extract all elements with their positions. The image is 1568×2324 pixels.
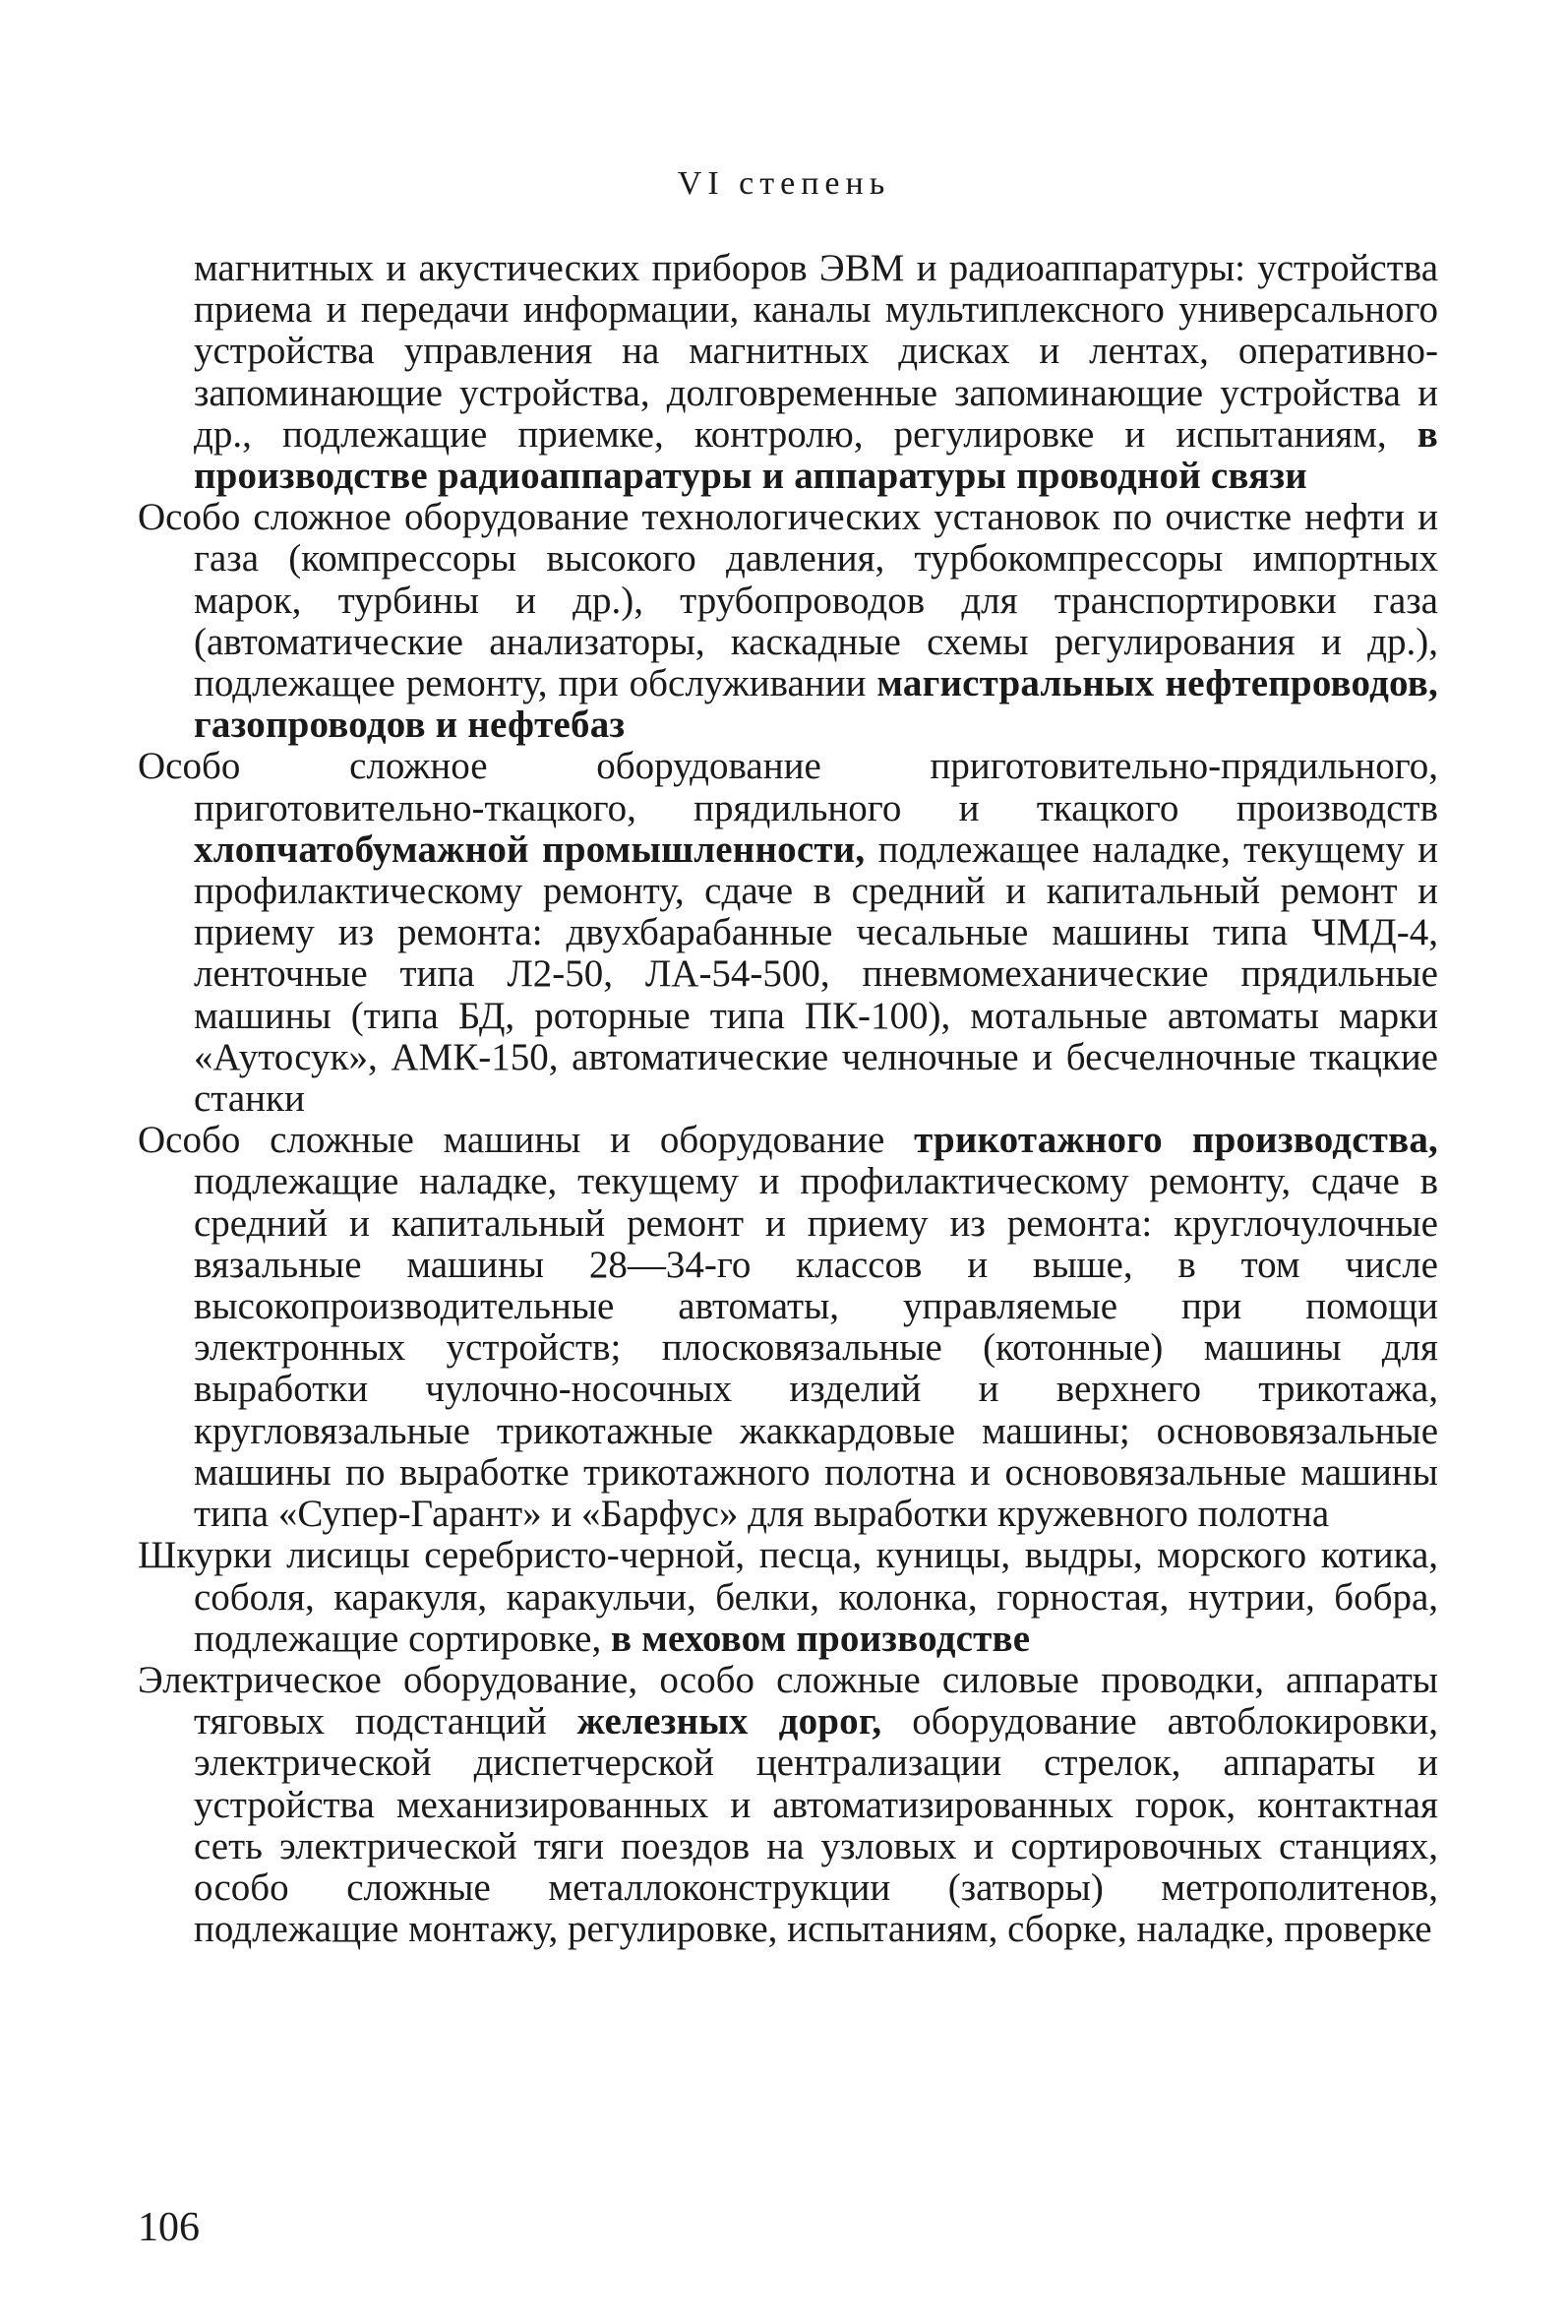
list-item — [138, 248, 1438, 497]
entry-text: Электрическое оборудование, особо сложные силовые проводки, аппараты тяговых подстанций — [138, 1658, 1438, 1743]
entry-text-after: подлежащие наладке, текущему и профилактическому ремонту, сдаче в средний и капитальный ремонт и приему из ремонта: круглочулочные вязальные машины 28—34-го классов и выше, в том числе высокопроизводительные автоматы, управляемые при помощи электронных устройств; плосковязальные (котонные) машины для выработки чулочно-носочных изделий и верхнего трикотажа, кругловязальные трикотажные жаккардовые машины; основовязальные машины по выработке трикотажного полотна и основовязальные машины типа «Супер-Гарант» и «Барфус» для выработки кружевного полотна — [194, 1160, 1438, 1536]
list-item — [138, 1535, 1438, 1660]
list-item — [138, 1120, 1438, 1535]
entry-text-after: подлежащее наладке, текущему и профилактическому ремонту, сдаче в средний и капитальный ремонт и приему из ремонта: двухбарабанные чесальные машины типа ЧМД-4, ленточные типа Л2-50, ЛА-54-500, пневмомеханические прядильные машины (типа БД, роторные типа ПК-100), мотальные автоматы марки «Аутосук», АМК-150, автоматические челночные и бесчелночные ткацкие станки — [194, 827, 1438, 1121]
list-item — [138, 1660, 1438, 1950]
entry-industry: хлопчатобумажной промышленности, — [194, 827, 866, 871]
entry-industry: в меховом производстве — [611, 1617, 1031, 1660]
entry-text-after: оборудование автоблокировки, электрической диспетчерской централизации стрелок, аппараты и устройства механизированных и автоматизированных горок, контактная сеть электрической тяги поездов на узловых и сортировочных станциях, особо сложные металлоконструкции (затворы) метрополитенов, подлежащие монтажу, регулировке, испытаниям, сборке, наладке, проверке — [194, 1700, 1438, 1951]
entry-text: магнитных и акустических приборов ЭВМ и радиоаппаратуры: устройства приема и передачи информации, каналы мультиплексного универсального устройства управления на магнитных дисках и лентах, оперативно-запоминающие устройства, долговременные запоминающие устройства и др., подлежащие приемке, контролю, регулировке и испытаниям, — [194, 247, 1438, 456]
entry-text: Особо сложные машины и оборудование — [138, 1119, 915, 1162]
list-item — [138, 746, 1438, 1120]
entry-text: Особо сложное оборудование приготовительно-прядильного, приготовительно-ткацкого, прядильного и ткацкого производств — [138, 745, 1438, 829]
entry-industry: магистральных нефтепроводов, газопроводов и нефтебаз — [194, 662, 1438, 747]
entry-text: Шкурки лисицы серебристо-черной, песца, куницы, выдры, морского котика, соболя, каракуля, каракульчи, белки, колонка, горностая, нутрии, бобра, подлежащие сортировке, — [138, 1534, 1438, 1660]
entry-industry: в производстве радиоаппаратуры и аппаратуры проводной связи — [194, 412, 1438, 498]
running-head: VI степень — [677, 165, 891, 202]
entry-industry: железных дорог, — [576, 1700, 882, 1743]
entry-industry: трикотажного производства, — [914, 1119, 1438, 1162]
page-number: 106 — [138, 2205, 200, 2250]
page-body — [138, 248, 1438, 1950]
list-item — [138, 497, 1438, 746]
entry-text: Особо сложное оборудование технологических установок по очистке нефти и газа (компрессоры высокого давления, турбокомпрессоры импортных марок, турбины и др.), трубопроводов для транспортировки газа (автоматические анализаторы, каскадные схемы регулирования и др.), подлежащее ремонту, при обслуживании — [138, 496, 1438, 705]
